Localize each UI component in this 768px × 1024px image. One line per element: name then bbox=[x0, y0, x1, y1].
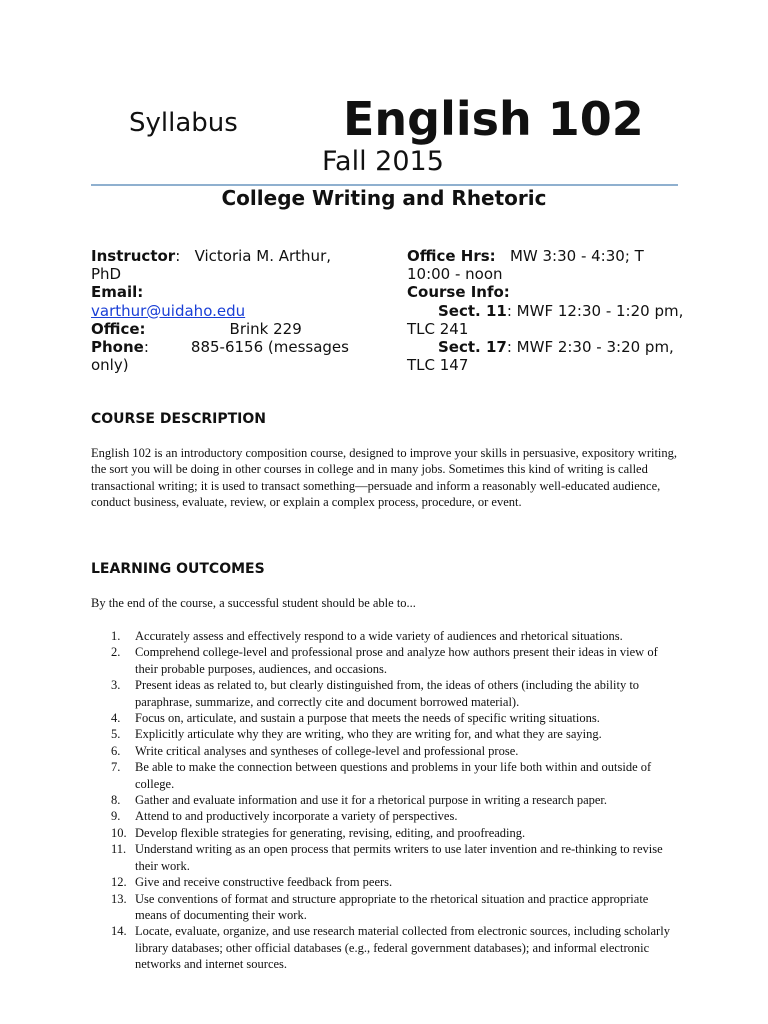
list-item bbox=[111, 759, 681, 792]
list-item bbox=[111, 874, 681, 890]
instructor-name: Victoria M. Arthur, PhD bbox=[91, 247, 331, 284]
office-hours-value: MW 3:30 - 4:30; T 10:00 - noon bbox=[407, 247, 644, 284]
list-item bbox=[111, 628, 681, 644]
office-value: Brink 229 bbox=[229, 319, 302, 338]
list-item-text: Accurately assess and effectively respond to a wide variety of audiences and rhetorical situations. bbox=[135, 629, 623, 643]
list-item-number: 2. bbox=[111, 645, 121, 660]
email-label: Email: bbox=[91, 283, 144, 302]
phone-line: Phone: 885-6156 (messages only) bbox=[91, 338, 349, 375]
list-item-text: Comprehend college-level and professional prose and analyze how authors present their ideas in view of their probable purposes, audiences, and occasions. bbox=[135, 645, 658, 676]
list-item bbox=[111, 923, 681, 972]
email-link[interactable]: varthur@uidaho.edu bbox=[91, 301, 246, 320]
list-item-text: Write critical analyses and syntheses of college-level and professional prose. bbox=[135, 743, 519, 758]
list-item-number: 12. bbox=[111, 875, 127, 890]
learning-outcomes-intro: By the end of the course, a successful student should be able to... bbox=[91, 596, 416, 610]
list-item-number: 9. bbox=[111, 809, 121, 824]
instructor-label: Instructor bbox=[91, 247, 176, 265]
instructor-info bbox=[91, 247, 361, 374]
list-item-text: Gather and evaluate information and use it for a rhetorical purpose in writing a research paper. bbox=[135, 793, 608, 808]
list-item-number: 3. bbox=[111, 678, 121, 693]
list-item bbox=[111, 726, 681, 742]
list-item-text: Develop flexible strategies for generating, revising, editing, and proofreading. bbox=[135, 825, 526, 840]
list-item-text: Be able to make the connection between questions and problems in your life both within and outside of college. bbox=[135, 760, 652, 791]
list-item bbox=[111, 743, 681, 759]
course-title: English 102 bbox=[343, 92, 644, 146]
phone-label: Phone bbox=[91, 338, 144, 357]
list-item bbox=[111, 677, 681, 710]
office-hours-label: Office Hrs: bbox=[407, 247, 496, 265]
office-label: Office: bbox=[91, 319, 146, 338]
list-item-text: Explicitly articulate why they are writing, who they are writing for, and what they are saying. bbox=[135, 727, 602, 742]
section-17-value: : MWF 2:30 - 3:20 pm, TLC 147 bbox=[407, 338, 674, 375]
list-item bbox=[111, 891, 681, 924]
section-11-value: : MWF 12:30 - 1:20 pm, TLC 241 bbox=[407, 301, 684, 338]
learning-outcomes-heading: LEARNING OUTCOMES bbox=[91, 561, 265, 577]
office-line bbox=[91, 320, 361, 338]
list-item bbox=[111, 825, 681, 841]
list-item-number: 8. bbox=[111, 793, 121, 808]
list-item-number: 5. bbox=[111, 727, 121, 742]
course-subtitle: College Writing and Rhetoric bbox=[221, 186, 547, 210]
list-item-number: 4. bbox=[111, 711, 121, 726]
instructor-line: Instructor: Victoria M. Arthur, PhD bbox=[91, 247, 331, 284]
schedule-info bbox=[407, 247, 687, 374]
list-item-number: 10. bbox=[111, 825, 127, 840]
course-description-heading: COURSE DESCRIPTION bbox=[91, 411, 267, 427]
list-item bbox=[111, 710, 681, 726]
section-17-label: Sect. 17 bbox=[438, 338, 507, 357]
list-item-number: 6. bbox=[111, 743, 121, 758]
list-item-number: 13. bbox=[111, 891, 127, 906]
office-hours-line bbox=[407, 247, 687, 283]
phone-value: 885-6156 (messages only) bbox=[91, 338, 349, 375]
list-item-text: Locate, evaluate, organize, and use research material collected from electronic sources, including scholarly library databases; other official databases (e.g., federal government databases); and informal electronic networks and internet sources. bbox=[135, 924, 670, 972]
course-info-label: Course Info: bbox=[407, 283, 510, 302]
list-item-text: Use conventions of format and structure appropriate to the rhetorical situation and practice appropriate means of documenting their work. bbox=[135, 891, 649, 922]
section-11-label: Sect. 11 bbox=[438, 301, 507, 320]
list-item-text: Present ideas as related to, but clearly distinguished from, the ideas of others (including the ability to paraphrase, summarize, and correctly cite and document borrowed material). bbox=[135, 678, 640, 709]
list-item-number: 1. bbox=[111, 629, 121, 643]
email-line bbox=[91, 302, 361, 320]
list-item-number: 7. bbox=[111, 760, 121, 775]
learning-outcomes-list bbox=[111, 628, 681, 973]
course-description-text: English 102 is an introductory composition course, designed to improve your skills in persuasive, expository writing, the sort you will be doing in other courses in college and in many jobs. Sometimes this kind of writing is called transactional writing; it is used to transact something—persuade and inform a reasonably well-educated audience, conduct business, evaluate, review, or explain a complex process, procedure, or event. bbox=[91, 446, 678, 510]
list-item-text: Understand writing as an open process that permits writers to use later invention and re-thinking to revise their work. bbox=[135, 842, 663, 873]
list-item-number: 14. bbox=[111, 924, 127, 939]
list-item-text: Focus on, articulate, and sustain a purpose that meets the needs of specific writing situations. bbox=[135, 711, 600, 726]
list-item-number: 11. bbox=[111, 842, 127, 857]
list-item-text: Give and receive constructive feedback from peers. bbox=[135, 875, 393, 890]
list-item bbox=[111, 644, 681, 677]
section-11-line bbox=[407, 302, 687, 338]
term-label: Fall 2015 bbox=[322, 146, 444, 177]
list-item bbox=[111, 808, 681, 824]
list-item bbox=[111, 841, 681, 874]
syllabus-label: Syllabus bbox=[129, 108, 238, 138]
list-item bbox=[111, 792, 681, 808]
list-item-text: Attend to and productively incorporate a variety of perspectives. bbox=[135, 809, 458, 824]
section-17-line bbox=[407, 338, 687, 374]
